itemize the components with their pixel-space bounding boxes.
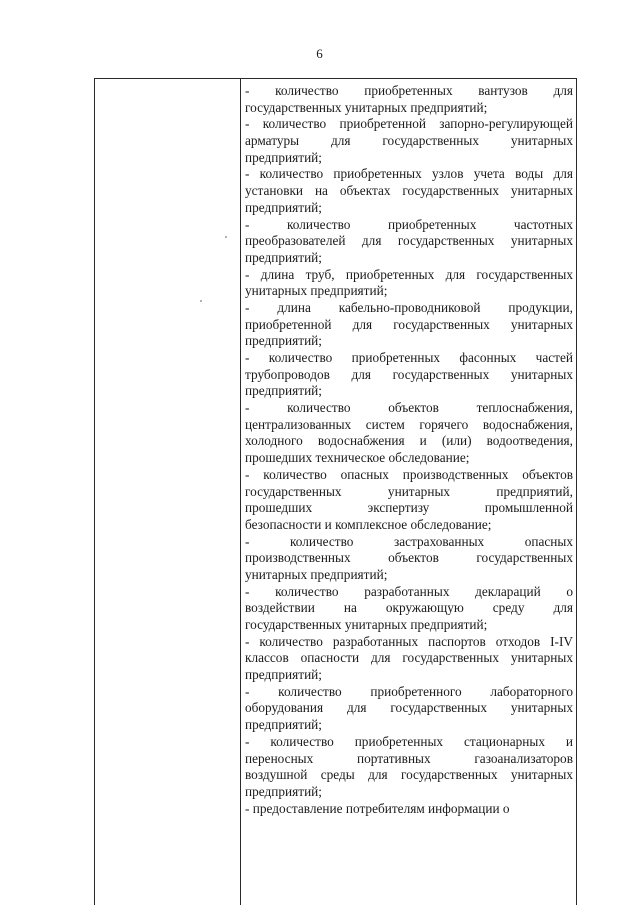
indicator-line: прошедших экспертизу промышленной <box>245 500 573 516</box>
indicator-line: централизованных систем горячего водоснабжения, <box>245 416 573 432</box>
indicator-line: предприятий; <box>245 717 322 733</box>
indicator-line: безопасности и комплексное обследование; <box>245 516 492 532</box>
indicator-line: - количество разработанных паспортов отходов I-IV <box>245 633 573 649</box>
indicator-item <box>245 350 573 400</box>
indicator-line: воздушной среды для государственных унитарных <box>245 767 573 783</box>
indicator-line: - длина кабельно-проводниковой продукции, <box>245 299 573 315</box>
indicator-line: преобразователей для государственных унитарных <box>245 233 573 249</box>
indicator-line: государственных унитарных предприятий; <box>245 617 488 632</box>
indicator-item <box>245 584 573 634</box>
indicator-item <box>245 684 573 734</box>
document-table <box>94 78 577 905</box>
left-table-cell <box>95 79 241 905</box>
indicator-line: - длина труб, приобретенных для государственных <box>245 266 573 282</box>
indicator-line: трубопроводов для государственных унитарных <box>245 366 573 382</box>
indicator-line: предприятий; <box>245 667 322 683</box>
indicator-line: государственных унитарных предприятий; <box>245 99 488 115</box>
indicator-line: - количество приобретенных узлов учета воды для <box>245 166 573 182</box>
indicator-line: предприятий; <box>245 199 322 215</box>
indicator-item <box>245 300 573 350</box>
indicator-line: - количество приобретенных частотных <box>245 216 573 232</box>
indicator-line: - количество объектов теплоснабжения, <box>245 400 573 416</box>
indicator-line: унитарных предприятий; <box>245 283 388 299</box>
indicator-line: переносных портативных газоанализаторов <box>245 750 573 766</box>
indicator-item <box>245 116 573 166</box>
indicator-item <box>245 734 573 801</box>
indicator-item <box>245 801 573 818</box>
indicator-line: установки на объектах государственных унитарных <box>245 183 573 199</box>
indicator-line: - количество застрахованных опасных <box>245 533 573 549</box>
indicator-line: - количество приобретенных стационарных и <box>245 733 573 749</box>
indicator-line: предприятий; <box>245 783 322 799</box>
indicator-item <box>245 166 573 216</box>
indicator-line: производственных объектов государственных <box>245 550 573 566</box>
indicators-cell <box>241 79 576 817</box>
indicator-line: унитарных предприятий; <box>245 566 388 582</box>
indicator-line: - количество приобретенного лабораторного <box>245 683 573 699</box>
page-number: 6 <box>316 46 323 61</box>
indicator-line: - предоставление потребителям информации о <box>245 800 510 816</box>
indicator-item <box>245 634 573 684</box>
indicator-item <box>245 217 573 267</box>
scan-speck <box>200 300 202 302</box>
indicator-line: классов опасности для государственных унитарных <box>245 650 573 666</box>
indicator-line: - количество приобретенной запорно-регулирующей <box>245 116 573 132</box>
indicator-line: - количество приобретенных вантузов для <box>245 83 573 98</box>
scan-speck <box>225 236 227 238</box>
indicator-line: холодного водоснабжения и (или) водоотведения, <box>245 433 573 449</box>
indicator-item <box>245 534 573 584</box>
indicator-line: государственных унитарных предприятий, <box>245 483 573 499</box>
indicator-item <box>245 267 573 300</box>
indicator-line: воздействии на окружающую среду для <box>245 600 573 616</box>
indicator-line: предприятий; <box>245 383 322 399</box>
indicator-line: - количество опасных производственных объектов <box>245 466 573 482</box>
indicator-line: оборудования для государственных унитарных <box>245 700 573 716</box>
indicator-item <box>245 83 573 116</box>
indicator-line: предприятий; <box>245 249 322 265</box>
indicator-line: прошедших техническое обследование; <box>245 450 470 466</box>
indicator-line: арматуры для государственных унитарных <box>245 133 573 149</box>
indicator-line: предприятий; <box>245 333 322 349</box>
indicator-line: - количество разработанных деклараций о <box>245 583 573 599</box>
indicator-item <box>245 400 573 467</box>
indicator-line: - количество приобретенных фасонных частей <box>245 350 573 365</box>
indicator-item <box>245 467 573 534</box>
indicator-line: предприятий; <box>245 149 322 165</box>
indicator-line: приобретенной для государственных унитарных <box>245 316 573 332</box>
